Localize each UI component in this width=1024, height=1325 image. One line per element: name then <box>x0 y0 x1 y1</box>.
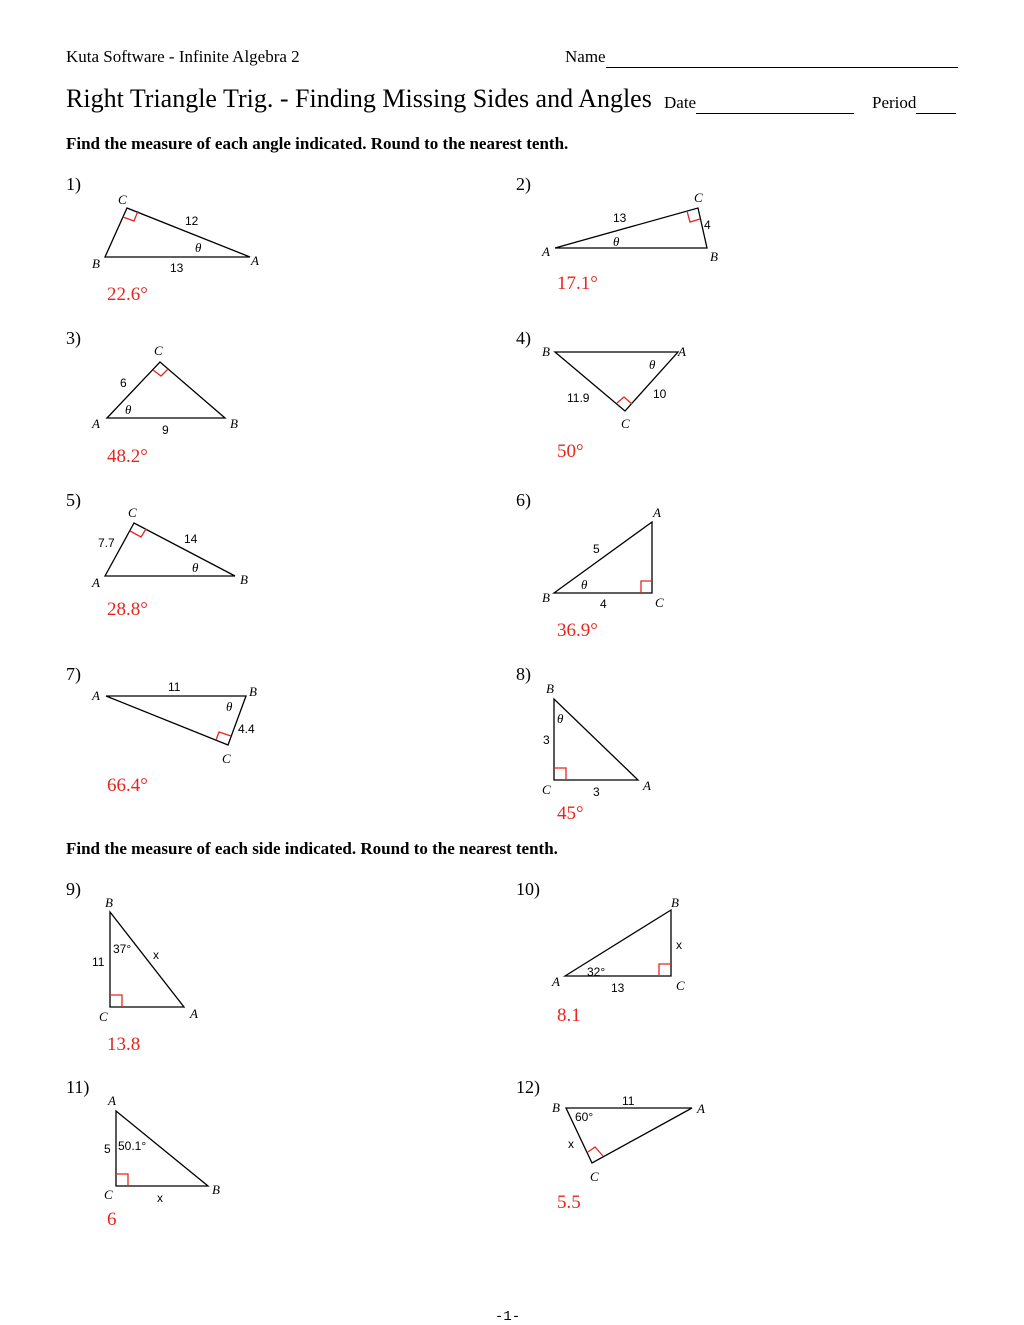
unknown-angle-label: θ <box>557 711 564 726</box>
answer: 8.1 <box>557 1005 581 1026</box>
problem-number: 3) <box>66 328 81 348</box>
vertex-label: A <box>251 253 259 268</box>
unknown-angle-label: θ <box>581 577 588 592</box>
vertex-label: B <box>542 344 550 359</box>
angle-label: 37° <box>113 942 132 956</box>
side-label: 5 <box>104 1142 111 1156</box>
problem-number: 1) <box>66 174 81 194</box>
problem-number: 7) <box>66 664 81 684</box>
side-label: 11 <box>622 1094 635 1108</box>
side-label: 4 <box>600 597 607 611</box>
vertex-label: A <box>653 505 661 520</box>
triangle-figure-7 <box>80 675 280 785</box>
vertex-label: C <box>222 751 231 766</box>
date-blank <box>696 93 854 114</box>
unknown-side-label: x <box>157 1191 163 1205</box>
side-label: 13 <box>170 261 184 275</box>
side-label: 5 <box>593 542 600 556</box>
side-label: 3 <box>593 785 600 799</box>
vertex-label: A <box>190 1006 198 1021</box>
right-angle-marker <box>554 768 566 780</box>
vertex-label: C <box>676 978 685 993</box>
vertex-label: A <box>92 575 100 590</box>
vertex-label: B <box>249 684 257 699</box>
vertex-label: A <box>542 244 550 259</box>
name-blank <box>606 47 958 68</box>
problem-number: 12) <box>516 1077 540 1097</box>
vertex-label: C <box>542 782 551 797</box>
vertex-label: C <box>104 1187 113 1202</box>
section-instruction-sides: Find the measure of each side indicated. Round to the nearest tenth. <box>66 839 558 858</box>
answer: 66.4° <box>107 775 148 796</box>
triangle-figure-4 <box>535 330 735 440</box>
problem-number: 5) <box>66 490 81 510</box>
vertex-label: B <box>212 1182 220 1197</box>
answer: 5.5 <box>557 1192 581 1213</box>
right-angle-marker <box>153 369 168 376</box>
triangle-figure-5 <box>80 500 280 610</box>
vertex-label: C <box>694 190 703 205</box>
section-instruction-angles: Find the measure of each angle indicated. Round to the nearest tenth. <box>66 134 569 153</box>
triangle-outline <box>555 208 707 248</box>
right-angle-marker <box>641 581 652 593</box>
unknown-side-label: x <box>153 948 159 962</box>
triangle-outline <box>105 208 250 257</box>
vertex-label: B <box>710 249 718 264</box>
vertex-label: A <box>678 344 686 359</box>
triangle-figure-12 <box>535 1090 735 1200</box>
period-blank <box>916 93 956 114</box>
problem-number: 9) <box>66 879 81 899</box>
publisher-label: Kuta Software - Infinite Algebra 2 <box>66 47 300 66</box>
side-label: 4.4 <box>238 722 255 736</box>
side-label: 6 <box>120 376 127 390</box>
vertex-label: A <box>643 778 651 793</box>
triangle-figure-1 <box>80 180 280 290</box>
right-angle-marker <box>116 1174 128 1186</box>
vertex-label: A <box>92 416 100 431</box>
triangle-outline <box>106 696 246 745</box>
vertex-label: B <box>230 416 238 431</box>
vertex-label: B <box>240 572 248 587</box>
triangle-figure-9 <box>80 890 280 1025</box>
vertex-label: C <box>99 1009 108 1024</box>
vertex-label: B <box>546 681 554 696</box>
triangle-figure-3 <box>80 330 280 440</box>
triangle-figure-11 <box>80 1090 280 1210</box>
vertex-label: C <box>621 416 630 431</box>
vertex-label: C <box>154 343 163 358</box>
side-label: 11 <box>92 955 105 969</box>
vertex-label: A <box>108 1093 116 1108</box>
angle-label: 32° <box>587 965 606 979</box>
period-field <box>872 93 956 114</box>
right-angle-marker <box>130 529 146 537</box>
side-label: 11.9 <box>567 391 590 405</box>
triangle-figure-6 <box>535 500 735 610</box>
problem-number: 2) <box>516 174 531 194</box>
problem-number: 6) <box>516 490 531 510</box>
answer: 6 <box>107 1209 117 1230</box>
answer: 45° <box>557 803 584 824</box>
answer: 48.2° <box>107 446 148 467</box>
side-label: 10 <box>653 387 667 401</box>
triangle-figure-10 <box>535 890 735 1000</box>
vertex-label: A <box>697 1101 705 1116</box>
triangle-outline <box>565 910 671 976</box>
right-angle-marker <box>216 732 231 740</box>
side-label: 13 <box>611 981 625 995</box>
right-angle-marker <box>659 964 671 976</box>
vertex-label: C <box>655 595 664 610</box>
vertex-label: C <box>128 505 137 520</box>
name-label: Name <box>565 47 606 66</box>
page-title: Right Triangle Trig. - Finding Missing Sides and Angles <box>66 84 652 113</box>
right-angle-marker <box>110 995 122 1007</box>
period-label: Period <box>872 93 917 112</box>
page-number: -1- <box>495 1309 521 1325</box>
triangle-figure-8 <box>535 675 735 800</box>
date-field <box>664 93 854 114</box>
problem-number: 4) <box>516 328 531 348</box>
vertex-label: B <box>542 590 550 605</box>
side-label: 4 <box>704 218 711 232</box>
vertex-label: C <box>118 192 127 207</box>
right-angle-marker <box>617 397 632 404</box>
problem-number: 8) <box>516 664 531 684</box>
vertex-label: B <box>105 895 113 910</box>
answer: 13.8 <box>107 1034 141 1055</box>
problem-number: 11) <box>66 1077 90 1097</box>
vertex-label: C <box>590 1169 599 1184</box>
triangle-outline <box>105 523 235 576</box>
side-label: 12 <box>185 214 199 228</box>
triangle-outline <box>554 522 652 593</box>
vertex-label: A <box>552 974 560 989</box>
answer: 36.9° <box>557 620 598 641</box>
side-label: 7.7 <box>98 536 115 550</box>
unknown-angle-label: θ <box>226 699 233 714</box>
unknown-angle-label: θ <box>195 240 202 255</box>
name-field <box>565 47 958 68</box>
problem-number: 10) <box>516 879 540 899</box>
unknown-angle-label: θ <box>613 234 620 249</box>
answer: 28.8° <box>107 599 148 620</box>
right-angle-marker <box>588 1147 603 1156</box>
unknown-side-label: x <box>568 1137 574 1151</box>
angle-label: 60° <box>575 1110 594 1124</box>
unknown-angle-label: θ <box>192 560 199 575</box>
side-label: 13 <box>613 211 627 225</box>
unknown-angle-label: θ <box>125 402 132 417</box>
side-label: 9 <box>162 423 169 437</box>
date-label: Date <box>664 93 697 112</box>
side-label: 3 <box>543 733 550 747</box>
vertex-label: B <box>671 895 679 910</box>
triangle-outline <box>110 912 184 1007</box>
angle-label: 50.1° <box>118 1139 147 1153</box>
vertex-label: A <box>92 688 100 703</box>
answer: 17.1° <box>557 273 598 294</box>
unknown-angle-label: θ <box>649 357 656 372</box>
answer: 50° <box>557 441 584 462</box>
vertex-label: B <box>552 1100 560 1115</box>
vertex-label: B <box>92 256 100 271</box>
right-angle-marker <box>687 211 700 222</box>
side-label: 14 <box>184 532 198 546</box>
unknown-side-label: x <box>676 938 682 952</box>
answer: 22.6° <box>107 284 148 305</box>
side-label: 11 <box>168 680 181 694</box>
